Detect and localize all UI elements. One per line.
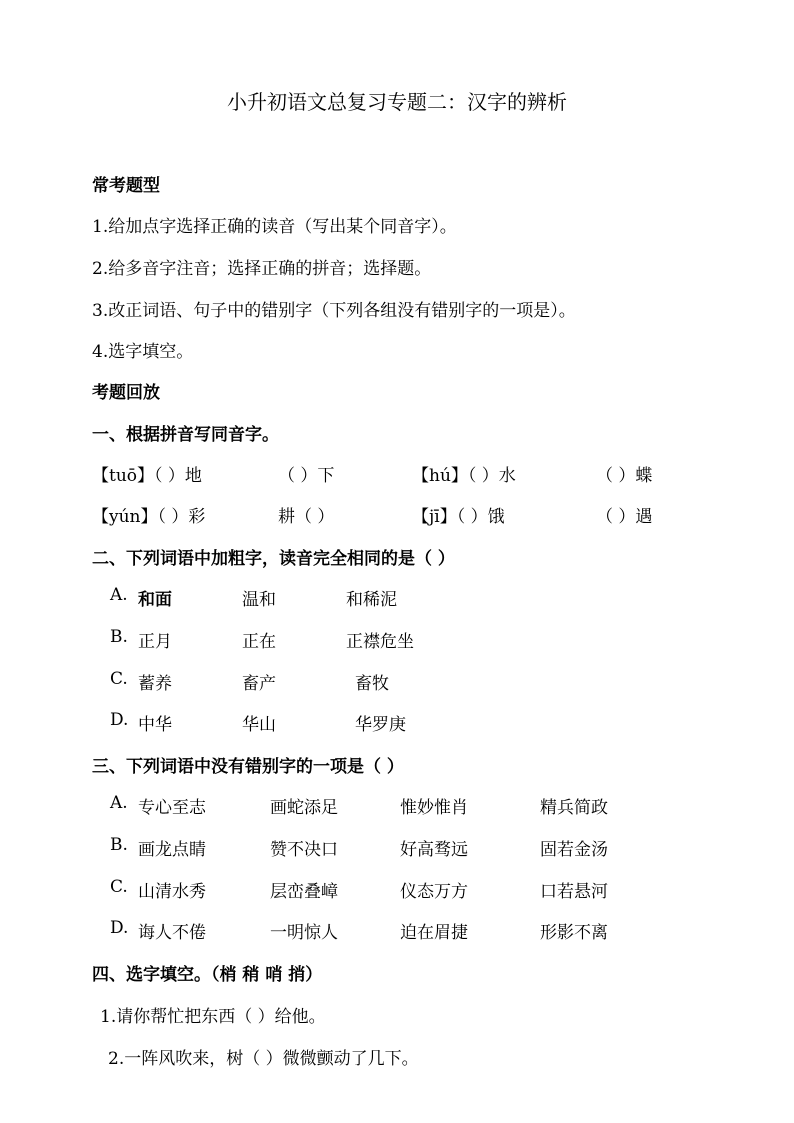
pinyin-item: 耕（ ）: [278, 507, 335, 527]
pinyin-item: 【yún】（ ）彩: [92, 507, 206, 527]
option-letter: C.: [110, 669, 128, 689]
option-letter: A.: [110, 793, 128, 813]
option-word: 形影不离: [540, 923, 608, 943]
section-review-heading: 考题回放: [92, 383, 160, 403]
option-word: 和面: [138, 590, 172, 610]
option-word: 画龙点睛: [138, 840, 206, 860]
option-letter: D.: [110, 918, 129, 938]
option-word: 蓄养: [138, 674, 172, 694]
option-word: 迫在眉捷: [400, 923, 468, 943]
option-word: 温和: [242, 590, 276, 610]
option-word: 正在: [242, 632, 276, 652]
option-word: 精兵简政: [540, 798, 608, 818]
option-word: 畜产: [242, 674, 276, 694]
option-letter: A.: [110, 585, 128, 605]
option-word: 中华: [138, 715, 172, 735]
page-title: 小升初语文总复习专题二：汉字的辨析: [227, 90, 567, 114]
option-row: [0, 877, 794, 901]
option-word: 好高骛远: [400, 840, 468, 860]
option-word: 畜牧: [355, 674, 389, 694]
pinyin-row: [0, 502, 794, 526]
option-row: [0, 669, 794, 693]
question-2-heading: 二、下列词语中加粗字，读音完全相同的是（ ）: [92, 549, 455, 569]
pinyin-item: 【jī】（ ）饿: [412, 507, 505, 527]
option-row: [0, 918, 794, 942]
option-row: [0, 585, 794, 609]
option-word: 专心至志: [138, 798, 206, 818]
option-word: 正月: [138, 632, 172, 652]
option-word: 仪态万方: [400, 882, 468, 902]
question-3-heading: 三、下列词语中没有错别字的一项是（ ）: [92, 757, 404, 777]
common-item: 3.改正词语、句子中的错别字（下列各组没有错别字的一项是）。: [92, 301, 576, 321]
option-word: 华罗庚: [355, 715, 406, 735]
option-row: [0, 627, 794, 651]
option-word: 山清水秀: [138, 882, 206, 902]
option-letter: B.: [110, 835, 128, 855]
option-word: 一明惊人: [270, 923, 338, 943]
option-word: 惟妙惟肖: [400, 798, 468, 818]
option-word: 口若悬河: [540, 882, 608, 902]
question-1-heading: 一、根据拼音写同音字。: [92, 425, 279, 445]
common-item: 1.给加点字选择正确的读音（写出某个同音字）。: [92, 217, 457, 237]
pinyin-item: （ ）下: [278, 466, 335, 486]
fill-item: 1.请你帮忙把东西（ ）给他。: [100, 1007, 326, 1027]
option-letter: B.: [110, 627, 128, 647]
pinyin-item: 【hú】（ ）水: [412, 466, 516, 486]
option-letter: D.: [110, 710, 129, 730]
option-word: 和稀泥: [346, 590, 397, 610]
pinyin-item: （ ）遇: [596, 507, 653, 527]
option-row: [0, 835, 794, 859]
option-word: 层峦叠嶂: [270, 882, 338, 902]
pinyin-item: 【tuō】（ ）地: [92, 466, 202, 486]
option-word: 华山: [242, 715, 276, 735]
option-row: [0, 793, 794, 817]
option-row: [0, 710, 794, 734]
option-word: 诲人不倦: [138, 923, 206, 943]
common-item: 4.选字填空。: [92, 342, 194, 362]
fill-item: 2.一阵风吹来，树（ ）微微颤动了几下。: [108, 1049, 419, 1069]
section-common-heading: 常考题型: [92, 176, 160, 196]
option-letter: C.: [110, 877, 128, 897]
option-word: 正襟危坐: [346, 632, 414, 652]
option-word: 固若金汤: [540, 840, 608, 860]
option-word: 赞不决口: [270, 840, 338, 860]
common-item: 2.给多音字注音；选择正确的拼音；选择题。: [92, 259, 432, 279]
pinyin-row: [0, 461, 794, 485]
option-word: 画蛇添足: [270, 798, 338, 818]
question-4-heading: 四、选字填空。（梢 稍 哨 捎）: [92, 965, 323, 985]
pinyin-item: （ ）蝶: [596, 466, 653, 486]
